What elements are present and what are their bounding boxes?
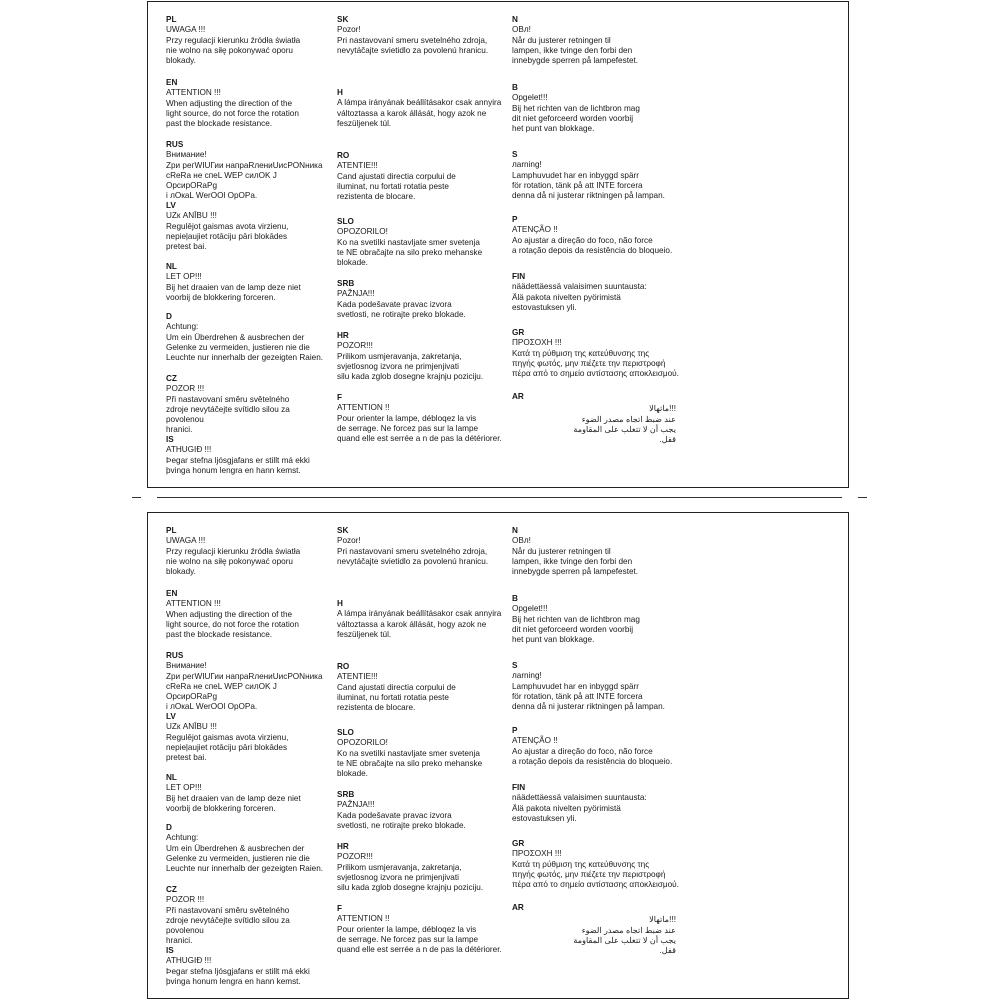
language-code: B (512, 83, 518, 92)
warning-heading: лarning! (512, 671, 542, 681)
warning-block-srb (337, 279, 507, 320)
warning-block-ar (512, 903, 682, 956)
language-code: SK (337, 15, 349, 24)
language-code: P (512, 215, 518, 224)
warning-heading: OPOZORILO! (337, 738, 388, 748)
warning-text: Ao ajustar a direção do foco, não force a rotação depois da resistência do bloqueio. (512, 235, 673, 255)
warning-text: Prilikom usmjeravanja, zakretanja, svjetlosnog izvora ne primjenjivati silu kada zglob dosegne krajnju poziciju. (337, 351, 484, 382)
warning-panel-top (147, 1, 849, 488)
warning-block-nl (166, 773, 324, 814)
warning-heading: ATENTIE!!! (337, 672, 378, 682)
warning-block-gr (512, 839, 682, 890)
language-code: P (512, 726, 518, 735)
warning-text: Ko na svetilki nastavljate smer svetenja te NE obračajte na silo preko mehanske blokade. (337, 237, 483, 268)
warning-text: Pour orienter la lampe, débloqez la vis de serrage. Ne forcez pas sur la lampe quand elle est serrée a n de pas la détériorer. (337, 413, 502, 444)
language-code: PL (166, 526, 177, 535)
warning-text: Regulējot gaismas avota virzienu, nepieļaujiet rotāciju pāri blokādes pretest bai. (166, 221, 289, 252)
warning-text: !!!ماتهالا عند ضبط اتجاه مصدر الضوء يجب أن لا تتغلب على المقاومة قفل. (573, 404, 676, 445)
language-code: CZ (166, 885, 177, 894)
language-code: SK (337, 526, 349, 535)
language-code: RO (337, 662, 350, 671)
warning-text: !!!ماتهالا عند ضبط اتجاه مصدر الضوء يجب أن لا تتغلب على المقاومة قفل. (573, 915, 676, 956)
warning-text: näädettäessä valaisimen suuntausta: Älä pakota nivelten pyörimistä estovastuksen yli. (512, 793, 647, 823)
warning-block-ar (512, 392, 682, 445)
warning-text: Při nastavovaní směru světelného zdroje nevytáčejte svítidlo silou za povolenou hranici. (166, 905, 290, 946)
language-code: PL (166, 15, 177, 24)
warning-block-rus (166, 651, 324, 713)
warning-text: Bij het draaien van de lamp deze niet voorbij de blokkering forceren. (166, 282, 301, 302)
warning-text: Κατά τη ρύθμιση της κατεύθυνσης της πηγής φωτός, μην πιέζετε την περιστροφή πέρα από το σημείο αντίστασης αποκλεισμού. (512, 859, 679, 890)
warning-text: Pour orienter la lampe, débloqez la vis de serrage. Ne forcez pas sur la lampe quand elle est serrée a n de pas la détériorer. (337, 924, 502, 955)
warning-block-h (337, 599, 507, 640)
warning-block-ro (337, 662, 507, 713)
language-code: FIN (512, 783, 526, 792)
warning-text: Bij het richten van de lichtbron mag dit niet geforceerd worden voorbij het punt van blokkage. (512, 103, 640, 134)
language-code: HR (337, 331, 349, 340)
language-code: AR (512, 903, 524, 912)
language-code: LV (166, 201, 176, 210)
warning-text: Pri nastavovaní smeru svetelného zdroja, nevytáčajte svietidlo za povolenú hranicu. (337, 546, 489, 566)
warning-heading: OBл! (512, 536, 531, 546)
warning-block-srb (337, 790, 507, 831)
warning-heading: UWAGA !!! (166, 25, 206, 35)
warning-text: Bij het draaien van de lamp deze niet voorbij de blokkering forceren. (166, 793, 301, 813)
warning-block-en (166, 78, 324, 129)
warning-heading: ATENÇÃO !! (512, 225, 558, 235)
warning-block-d (166, 823, 324, 874)
warning-text: When adjusting the direction of the light source, do not force the rotation past the blockade resistance. (166, 98, 299, 129)
warning-block-s (512, 150, 682, 201)
warning-block-slo (337, 217, 507, 268)
warning-block-f (337, 393, 507, 444)
warning-block-pl (166, 526, 324, 577)
warning-block-cz (166, 885, 324, 947)
warning-heading: UZк ANĪBU !!! (166, 211, 217, 221)
warning-heading: ATENÇÃO !! (512, 736, 558, 746)
language-code: GR (512, 328, 525, 337)
warning-heading: ATENTIE!!! (337, 161, 378, 171)
language-code: SRB (337, 790, 355, 799)
warning-text: Cand ajustati directia corpului de iluminat, nu fortati rotatia peste rezistenta de blocare. (337, 682, 456, 713)
language-code: D (166, 823, 172, 832)
warning-heading: PAŽNJA!!! (337, 800, 375, 810)
warning-block-hr (337, 331, 507, 382)
warning-block-f (337, 904, 507, 955)
warning-heading: POZOR!!! (337, 341, 373, 351)
language-code: FIN (512, 272, 526, 281)
warning-block-slo (337, 728, 507, 779)
warning-block-d (166, 312, 324, 363)
warning-text: When adjusting the direction of the light source, do not force the rotation past the blockade resistance. (166, 609, 299, 640)
cut-line-right (858, 497, 867, 498)
warning-panel-bottom (147, 512, 849, 999)
language-code: RUS (166, 651, 184, 660)
warning-heading: OBл! (512, 25, 531, 35)
language-code: N (512, 526, 518, 535)
warning-text: Při nastavovaní směru světelného zdroje nevytáčejte svítidlo silou za povolenou hranici. (166, 394, 290, 435)
language-code: H (337, 88, 343, 97)
language-code: S (512, 150, 518, 159)
warning-block-ro (337, 151, 507, 202)
warning-heading: ΠΡΟΣΟΧΗ !!! (512, 338, 562, 348)
warning-block-b (512, 83, 682, 134)
warning-text: Przy regulacji kierunku źródła światła nie wolno na siłę pokonywać oporu blokady. (166, 35, 301, 66)
warning-text: Kada podešavate pravac izvora svetlosti, ne rotirajte preko blokade. (337, 810, 466, 830)
language-code: B (512, 594, 518, 603)
warning-heading: Opgelet!!! (512, 93, 548, 103)
language-code: SLO (337, 217, 354, 226)
language-code: N (512, 15, 518, 24)
warning-heading: ΠΡΟΣΟΧΗ !!! (512, 849, 562, 859)
language-code: F (337, 904, 343, 913)
language-code: D (166, 312, 172, 321)
language-code: IS (166, 435, 174, 444)
warning-heading: LET OP!!! (166, 272, 202, 282)
warning-block-rus (166, 140, 324, 202)
warning-block-hr (337, 842, 507, 893)
language-code: AR (512, 392, 524, 401)
language-code: EN (166, 78, 178, 87)
language-code: CZ (166, 374, 177, 383)
warning-block-sk (337, 526, 507, 567)
warning-heading: Внимание! (166, 661, 207, 671)
warning-block-p (512, 215, 682, 256)
warning-text: Når du justerer retningen til lampen, ikke tvinge den forbi den innebygde sperren på lampefestet. (512, 35, 639, 66)
warning-heading: Achtung: (166, 833, 199, 843)
warning-text: Um ein Überdrehen & ausbrechen der Gelenke zu vermeiden, justieren nie die Leuchte nur innerhalb der gezeigten Raien. (166, 332, 324, 363)
warning-heading: ATTENTION !!! (166, 88, 221, 98)
warning-text: Lamphuvudet har en inbyggd spärr för rotation, tänk på att INTE forcera denna då ni justerar riktningen på lampan. (512, 170, 665, 201)
warning-heading: POZOR!!! (337, 852, 373, 862)
warning-text: Lamphuvudet har en inbyggd spärr för rotation, tänk på att INTE forcera denna då ni justerar riktningen på lampan. (512, 681, 665, 712)
warning-block-is (166, 946, 324, 987)
language-code: NL (166, 773, 177, 782)
warning-text: Pri nastavovaní smeru svetelného zdroja, nevytáčajte svietidlo za povolenú hranicu. (337, 35, 489, 55)
warning-block-b (512, 594, 682, 645)
warning-text: Zри регWIUГии напраRлениUисPONника cReRa не спеL WEР силOK J OрсирORaРg i лOкaL WerOOl OpOPa. (166, 160, 323, 201)
language-code: S (512, 661, 518, 670)
language-code: RO (337, 151, 350, 160)
warning-heading: OPOZORILO! (337, 227, 388, 237)
warning-text: Zри регWIUГии напраRлениUисPONника cReRa не спеL WEР силOK J OрсирORaРg i лOкaL WerOOl OpOPa. (166, 671, 323, 712)
warning-heading: лarning! (512, 160, 542, 170)
warning-text: Cand ajustati directia corpului de iluminat, nu fortati rotatia peste rezistenta de blocare. (337, 171, 456, 202)
warning-block-en (166, 589, 324, 640)
warning-block-s (512, 661, 682, 712)
warning-block-fin (512, 272, 682, 313)
warning-text: Þegar stefna ljósgjafans er stillt má ekki þvinga honum lengra en hann kemst. (166, 966, 310, 986)
warning-heading: LET OP!!! (166, 783, 202, 793)
warning-block-n (512, 15, 682, 66)
warning-heading: UZк ANĪBU !!! (166, 722, 217, 732)
warning-heading: Pozor! (337, 25, 361, 35)
language-code: SLO (337, 728, 354, 737)
warning-block-lv (166, 712, 324, 763)
language-code: IS (166, 946, 174, 955)
warning-block-p (512, 726, 682, 767)
warning-heading: UWAGA !!! (166, 536, 206, 546)
warning-text: Når du justerer retningen til lampen, ikke tvinge den forbi den innebygde sperren på lampefestet. (512, 546, 639, 577)
cut-line-middle (157, 497, 842, 498)
warning-text: Um ein Überdrehen & ausbrechen der Gelenke zu vermeiden, justieren nie die Leuchte nur innerhalb der gezeigten Raien. (166, 843, 324, 874)
language-code: HR (337, 842, 349, 851)
warning-text: Przy regulacji kierunku źródła światła nie wolno na siłę pokonywać oporu blokady. (166, 546, 301, 577)
warning-text: Ao ajustar a direção do foco, não force a rotação depois da resistência do bloqueio. (512, 746, 673, 766)
warning-text: Ko na svetilki nastavljate smer svetenja te NE obračajte na silo preko mehanske blokade. (337, 748, 483, 779)
warning-text: A lámpa irányának beállításakor csak annyira változtassa a karok állását, hogy azok ne feszüljenek túl. (337, 98, 502, 128)
language-code: H (337, 599, 343, 608)
warning-heading: Внимание! (166, 150, 207, 160)
warning-heading: ATHUGIÐ !!! (166, 956, 212, 966)
warning-heading: POZOR !!! (166, 384, 205, 394)
warning-block-fin (512, 783, 682, 824)
language-code: EN (166, 589, 178, 598)
warning-heading: ATTENTION !! (337, 403, 390, 413)
warning-text: Prilikom usmjeravanja, zakretanja, svjetlosnog izvora ne primjenjivati silu kada zglob dosegne krajnju poziciju. (337, 862, 484, 893)
warning-heading: PAŽNJA!!! (337, 289, 375, 299)
warning-block-lv (166, 201, 324, 252)
cut-line-left (132, 497, 141, 498)
warning-text: Kada podešavate pravac izvora svetlosti, ne rotirajte preko blokade. (337, 299, 466, 319)
warning-block-sk (337, 15, 507, 56)
language-code: NL (166, 262, 177, 271)
language-code: F (337, 393, 343, 402)
warning-heading: ATHUGIÐ !!! (166, 445, 212, 455)
warning-block-pl (166, 15, 324, 66)
warning-block-is (166, 435, 324, 476)
warning-heading: Opgelet!!! (512, 604, 548, 614)
warning-block-cz (166, 374, 324, 436)
warning-text: A lámpa irányának beállításakor csak annyira változtassa a karok állását, hogy azok ne feszüljenek túl. (337, 609, 502, 639)
warning-heading: Pozor! (337, 536, 361, 546)
language-code: LV (166, 712, 176, 721)
warning-text: Κατά τη ρύθμιση της κατεύθυνσης της πηγής φωτός, μην πιέζετε την περιστροφή πέρα από το σημείο αντίστασης αποκλεισμού. (512, 348, 679, 379)
warning-heading: POZOR !!! (166, 895, 205, 905)
warning-text: Regulējot gaismas avota virzienu, nepieļaujiet rotāciju pāri blokādes pretest bai. (166, 732, 289, 763)
warning-block-nl (166, 262, 324, 303)
warning-heading: ATTENTION !! (337, 914, 390, 924)
warning-heading: Achtung: (166, 322, 199, 332)
warning-block-h (337, 88, 507, 129)
language-code: RUS (166, 140, 184, 149)
warning-text: Bij het richten van de lichtbron mag dit niet geforceerd worden voorbij het punt van blokkage. (512, 614, 640, 645)
language-code: SRB (337, 279, 355, 288)
warning-heading: ATTENTION !!! (166, 599, 221, 609)
warning-text: näädettäessä valaisimen suuntausta: Älä pakota nivelten pyörimistä estovastuksen yli. (512, 282, 647, 312)
language-code: GR (512, 839, 525, 848)
warning-block-n (512, 526, 682, 577)
warning-text: Þegar stefna ljósgjafans er stillt má ekki þvinga honum lengra en hann kemst. (166, 455, 310, 475)
warning-block-gr (512, 328, 682, 379)
